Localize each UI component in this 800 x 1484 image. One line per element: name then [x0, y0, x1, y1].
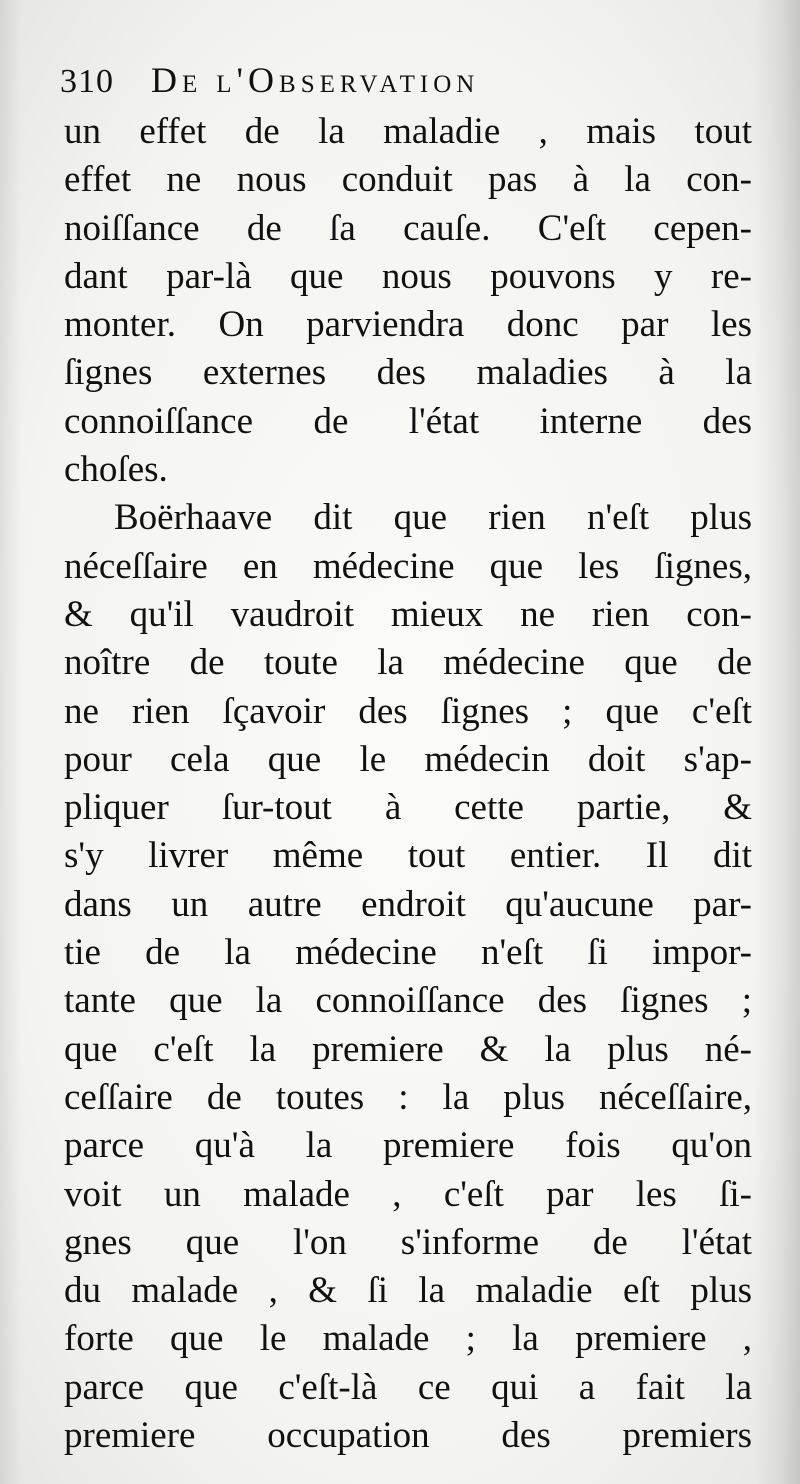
text-line: parce qu'à la premiere fois qu'on	[64, 1125, 752, 1167]
page-number: 310	[60, 63, 114, 100]
text-line: dant par-là que nous pouvons y re-	[64, 255, 752, 297]
text-line: noître de toute la médecine que de	[64, 642, 752, 684]
text-line: choſes.	[64, 449, 168, 491]
running-head	[60, 52, 750, 108]
spine-shadow	[754, 0, 800, 1484]
text-line: parce que c'eſt-là ce qui a fait la	[64, 1366, 752, 1408]
text-line: voit un malade , c'eſt par les ſi-	[64, 1173, 752, 1215]
text-line: s'y livrer même tout entier. Il dit	[64, 835, 752, 877]
page-edge-shadow	[0, 0, 22, 1484]
text-line: ceſſaire de toutes : la plus néceſſaire,	[64, 1076, 752, 1118]
text-line: forte que le malade ; la premiere ,	[64, 1318, 752, 1360]
text-line: pliquer ſur-tout à cette partie, &	[64, 787, 752, 829]
text-line: gnes que l'on s'informe de l'état	[64, 1221, 752, 1263]
text-line: connoiſſance de l'état interne des	[64, 400, 752, 442]
text-line: du malade , & ſi la maladie eſt plus	[64, 1270, 752, 1312]
text-line: néceſſaire en médecine que les ſignes,	[64, 545, 752, 587]
text-line: monter. On parviendra donc par les	[64, 304, 752, 346]
running-title: De l'Observation	[151, 60, 480, 100]
text-line: ſignes externes des maladies à la	[64, 352, 752, 394]
text-line: noiſſance de ſa cauſe. C'eſt cepen-	[64, 207, 752, 249]
text-line: dans un autre endroit qu'aucune par-	[64, 883, 752, 925]
text-line: un effet de la maladie , mais tout	[64, 111, 752, 152]
text-line: tie de la médecine n'eſt ſi impor-	[64, 932, 752, 974]
paragraph-1	[64, 108, 752, 494]
text-line: que c'eſt la premiere & la plus né-	[64, 1028, 752, 1070]
text-line: ne rien ſçavoir des ſignes ; que c'eſt	[64, 690, 752, 732]
paragraph-2	[64, 494, 752, 1460]
text-line: effet ne nous conduit pas à la con-	[64, 159, 752, 201]
body-text	[64, 108, 752, 1460]
text-line: pour cela que le médecin doit s'ap-	[64, 738, 752, 780]
text-line: premiere occupation des premiers	[64, 1415, 752, 1457]
text-line: tante que la connoiſſance des ſignes ;	[64, 980, 752, 1022]
text-line: & qu'il vaudroit mieux ne rien con-	[64, 593, 752, 635]
text-line: Boërhaave dit que rien n'eſt plus	[114, 497, 752, 539]
